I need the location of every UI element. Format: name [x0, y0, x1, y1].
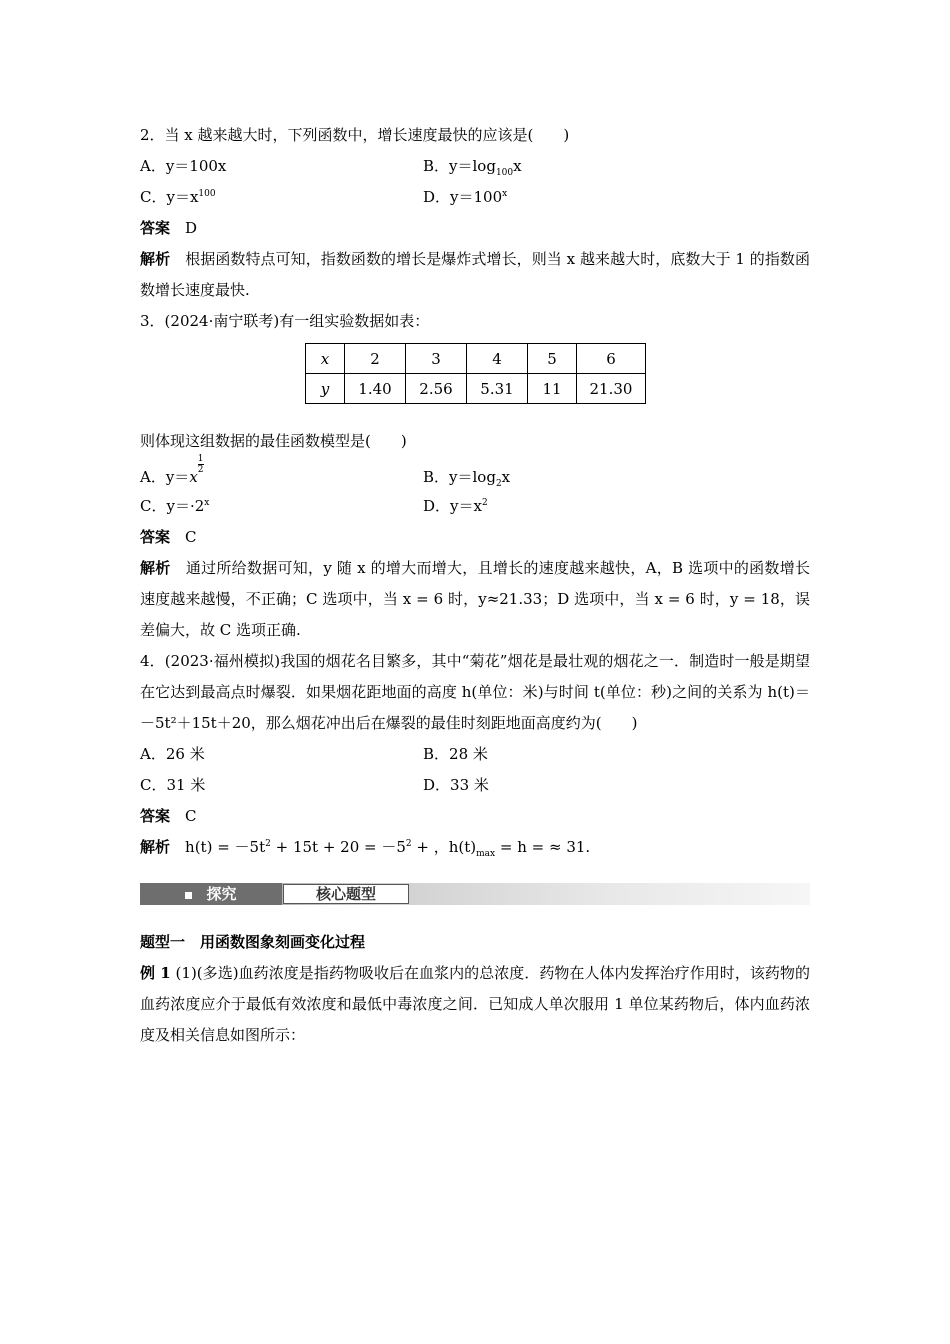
q2-option-b-var: x [513, 157, 522, 175]
q2-option-d-sup: x [502, 189, 508, 199]
q4-analysis-part: h(t) = －5t [185, 838, 266, 856]
table-cell: x [306, 344, 345, 374]
section-banner [140, 883, 810, 905]
q2-stem: 2．当 x 越来越大时，下列函数中，增长速度最快的应该是( ) [140, 126, 570, 144]
answer-label: 答案 [140, 528, 171, 546]
q3-options-row-1 [140, 453, 810, 491]
q3-question: 则体现这组数据的最佳函数模型是( ) [140, 432, 407, 450]
q2-options-row-2 [140, 182, 810, 213]
q4-options-row-1 [140, 739, 810, 770]
table-cell: y [306, 374, 345, 404]
analysis-label: 解析 [140, 559, 171, 577]
q2-answer-value: D [185, 219, 198, 237]
q2-option-b-sub: 100 [495, 168, 514, 178]
q2-option-b [423, 151, 706, 182]
q3-option-c-text: C．y＝·2 [140, 497, 205, 515]
q3-answer [140, 522, 810, 553]
q3-option-b-var: x [501, 468, 511, 486]
fraction-numerator: 1 [197, 453, 204, 464]
example-1 [140, 958, 810, 1051]
q2-option-c-sup: 100 [198, 189, 216, 199]
q3-stem: 3．(2024·南宁联考)有一组实验数据如表： [140, 312, 430, 330]
q3-option-d [423, 491, 706, 522]
q2-option-d-text: D．y＝100 [423, 188, 503, 206]
q3-answer-value: C [185, 528, 197, 546]
q3-option-b-sub: 2 [495, 479, 502, 489]
q3-option-c [140, 491, 423, 522]
table-cell: 4 [467, 344, 528, 374]
table-cell: 2.56 [406, 374, 467, 404]
q2-analysis [140, 244, 810, 306]
q4-analysis-sup: 2 [265, 839, 271, 849]
example-label: 例 1 [140, 964, 171, 982]
table-row [306, 374, 646, 404]
analysis-label: 解析 [140, 250, 171, 268]
q2-analysis-text: 根据函数特点可知，指数函数的增长是爆炸式增长，则当 x 越来越大时，底数大于 1 的指数函数增长速度最快. [140, 250, 810, 299]
q4-option-a: A．26 米 [140, 745, 205, 763]
table-row [306, 344, 646, 374]
q4-options-row-2 [140, 770, 810, 801]
q3-options-row-2 [140, 491, 810, 522]
q2-option-a: A．y＝100x [140, 157, 227, 175]
q4-option-d: D．33 米 [423, 776, 489, 794]
table-cell: 21.30 [577, 374, 646, 404]
q4-analysis-part: = h = ≈ 31. [495, 838, 591, 856]
q3-option-b [423, 457, 706, 491]
fraction-denominator: 2 [197, 464, 204, 475]
q3-data-table [305, 343, 646, 404]
q3-option-a-base: x [189, 468, 198, 486]
q2-options-row-1 [140, 151, 810, 182]
q3-option-d-sup: 2 [481, 498, 488, 508]
example-text: (1)(多选)血药浓度是指药物吸收后在血浆内的总浓度．药物在人体内发挥治疗作用时，该药物的血药浓度应介于最低有效浓度和最低中毒浓度之间．已知成人单次服用 1 单位某药物后，体内血药浓度及相关信息如图所示： [140, 964, 810, 1044]
q4-answer-value: C [185, 807, 197, 825]
table-cell: 1.40 [345, 374, 406, 404]
q2-option-d [423, 182, 706, 213]
banner-left [140, 883, 282, 905]
q4-analysis-part: + ，h(t) [411, 838, 477, 856]
table-cell: 5 [528, 344, 577, 374]
answer-label: 答案 [140, 219, 171, 237]
q4-analysis-sub: max [476, 849, 496, 859]
q4-analysis [140, 832, 810, 863]
q4-option-c: C．31 米 [140, 776, 206, 794]
banner-right: 核心题型 [283, 884, 409, 904]
q3-option-a [140, 453, 423, 491]
q3-option-a-text: A．y＝ [140, 468, 190, 486]
q3-option-d-text: D．y＝x [423, 497, 482, 515]
document-page [140, 120, 810, 1051]
table-cell: 3 [406, 344, 467, 374]
q3-option-a-exponent [198, 454, 204, 475]
q2-answer [140, 213, 810, 244]
q4-analysis-sup: 2 [405, 839, 412, 849]
section-title: 题型一 用函数图象刻画变化过程 [140, 933, 366, 951]
q3-analysis-text: 通过所给数据可知，y 随 x 的增大而增大，且增长的速度越来越快，A，B 选项中的函数增长速度越来越慢，不正确；C 选项中，当 x = 6 时，y≈21.33；D 选项中，当 x = 6 时，y = 18，误差偏大，故 C 选项正确. [140, 559, 810, 639]
table-cell: 2 [345, 344, 406, 374]
square-icon [185, 892, 192, 899]
q4-answer [140, 801, 810, 832]
table-cell: 6 [577, 344, 646, 374]
q3-option-b-text: B．y＝log [423, 468, 496, 486]
q2-option-c-text: C．y＝x [140, 188, 199, 206]
q4-analysis-part: + 15t + 20 = －5 [270, 838, 406, 856]
banner-left-text: 探究 [206, 885, 237, 903]
q3-analysis [140, 553, 810, 646]
table-cell: 5.31 [467, 374, 528, 404]
q4-stem: 4．(2023·福州模拟)我国的烟花名目繁多，其中“菊花”烟花是最壮观的烟花之一．制造时一般是期望在它达到最高点时爆裂．如果烟花距地面的高度 h(单位：米)与时间 t(单位：秒)之间的关系为 h(t)＝－5t²＋15t＋20，那么烟花冲出后在爆裂的最佳时刻距地面高度约为( ) [140, 652, 810, 732]
q4-option-b: B．28 米 [423, 745, 488, 763]
table-cell: 11 [528, 374, 577, 404]
q3-option-c-sup: x [204, 498, 210, 508]
q2-option-b-text: B．y＝log [423, 157, 496, 175]
answer-label: 答案 [140, 807, 171, 825]
q2-option-c [140, 182, 423, 213]
analysis-label: 解析 [140, 838, 171, 856]
